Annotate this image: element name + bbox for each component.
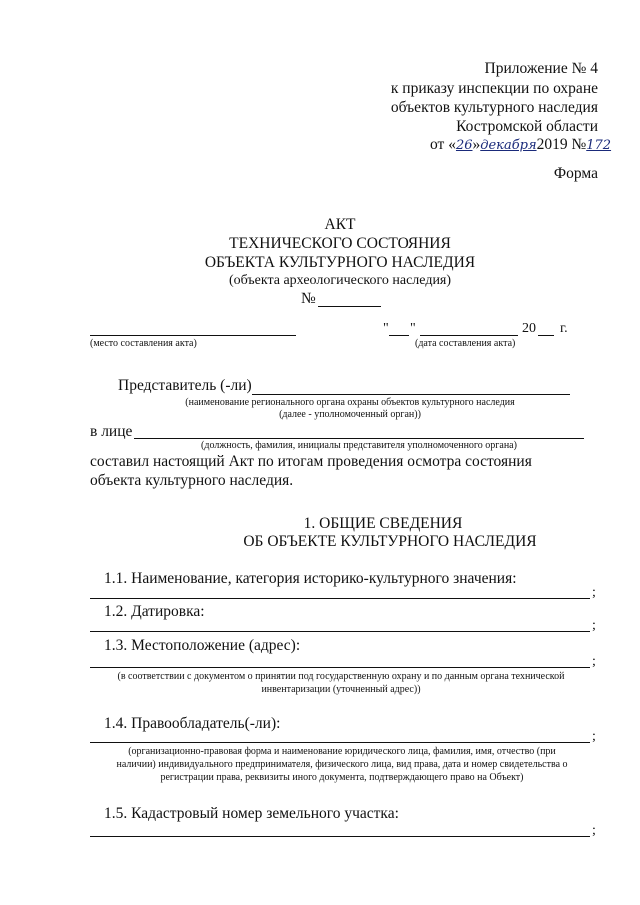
item-1-2-semicolon: ; [592, 618, 596, 633]
item-1-3-caption-2: инвентаризации (уточненный адрес)) [261, 684, 421, 695]
item-1-4-label: 1.4. Правообладатель(-ли): [104, 715, 281, 732]
year-field[interactable] [538, 335, 554, 336]
item-1-1-label: 1.1. Наименование, категория историко-культурного значения: [104, 570, 517, 587]
appendix-inspection: объектов культурного наследия [390, 99, 598, 116]
item-1-3-caption-1: (в соответствии с документом о принятии под государственную охрану и по данным органа технической [117, 671, 565, 682]
item-1-1-semicolon: ; [592, 585, 596, 600]
item-1-1-field[interactable] [90, 598, 590, 599]
item-1-3-label: 1.3. Местоположение (адрес): [104, 637, 301, 654]
item-1-5-label: 1.5. Кадастровый номер земельного участка: [104, 805, 399, 822]
section1-title-2: ОБ ОБЪЕКТЕ КУЛЬТУРНОГО НАСЛЕДИЯ [243, 533, 537, 550]
representative-caption-2: (далее - уполномоченный орган)) [279, 409, 421, 420]
appendix-date [430, 136, 611, 154]
date-caption: (дата составления акта) [415, 338, 516, 349]
item-1-4-field[interactable] [90, 742, 590, 743]
title-subtitle: (объекта археологического наследия) [228, 273, 452, 288]
representative-label: Представитель (-ли) [118, 377, 252, 394]
appendix-number: Приложение № 4 [484, 60, 598, 77]
appendix-order: к приказу инспекции по охране [390, 80, 598, 97]
compiled-text-2: объекта культурного наследия. [90, 472, 294, 489]
date-year: 2019 № [536, 136, 587, 153]
item-1-3-semicolon: ; [592, 654, 596, 669]
representative-caption-1: (наименование регионального органа охраны объектов культурного наследия [185, 397, 515, 408]
item-1-4-semicolon: ; [592, 729, 596, 744]
section1-title-1: 1. ОБЩИЕ СВЕДЕНИЯ [303, 515, 463, 532]
item-1-5-semicolon: ; [592, 823, 596, 838]
item-1-2-label: 1.2. Датировка: [104, 603, 205, 620]
item-1-4-caption-3: регистрации права, реквизиты иного документа, подтверждающего право на Объект) [160, 772, 524, 783]
form-label: Форма [553, 165, 598, 182]
place-caption: (место составления акта) [90, 338, 197, 349]
date-separator: » [472, 136, 481, 153]
representative-field[interactable] [252, 394, 570, 395]
place-field[interactable] [90, 335, 296, 336]
year-suffix: г. [560, 321, 568, 336]
person-label: в лице [90, 423, 133, 440]
date-quote-close: " [410, 321, 416, 336]
compiled-text-1: составил настоящий Акт по итогам проведения осмотра состояния [90, 453, 532, 470]
year-prefix: 20 [522, 321, 536, 336]
date-quote-open: " [383, 321, 389, 336]
item-1-4-caption-2: наличии) индивидуального предпринимателя, физического лица, вид права, дата и номер свидетельства о [116, 759, 568, 770]
item-1-3-field[interactable] [90, 667, 590, 668]
title-number-field[interactable] [318, 306, 381, 307]
title-number-label: № [301, 290, 316, 307]
order-number-handwritten: 172 [586, 138, 612, 153]
title-technical-state: ТЕХНИЧЕСКОГО СОСТОЯНИЯ [229, 235, 451, 252]
title-act: АКТ [324, 216, 356, 233]
day-field[interactable] [389, 335, 409, 336]
item-1-5-field[interactable] [90, 836, 590, 837]
title-object: ОБЪЕКТА КУЛЬТУРНОГО НАСЛЕДИЯ [204, 254, 476, 271]
date-month-handwritten: декабря [480, 138, 537, 153]
person-field[interactable] [134, 438, 584, 439]
item-1-4-caption-1: (организационно-правовая форма и наименование юридического лица, фамилия, имя, отчество (при [128, 746, 556, 757]
item-1-2-field[interactable] [90, 631, 590, 632]
month-field[interactable] [420, 335, 518, 336]
person-caption: (должность, фамилия, инициалы представителя уполномоченного органа) [201, 440, 517, 451]
date-prefix: от « [430, 136, 456, 153]
appendix-region: Костромской области [456, 118, 598, 135]
date-day-handwritten: 26 [455, 138, 473, 153]
